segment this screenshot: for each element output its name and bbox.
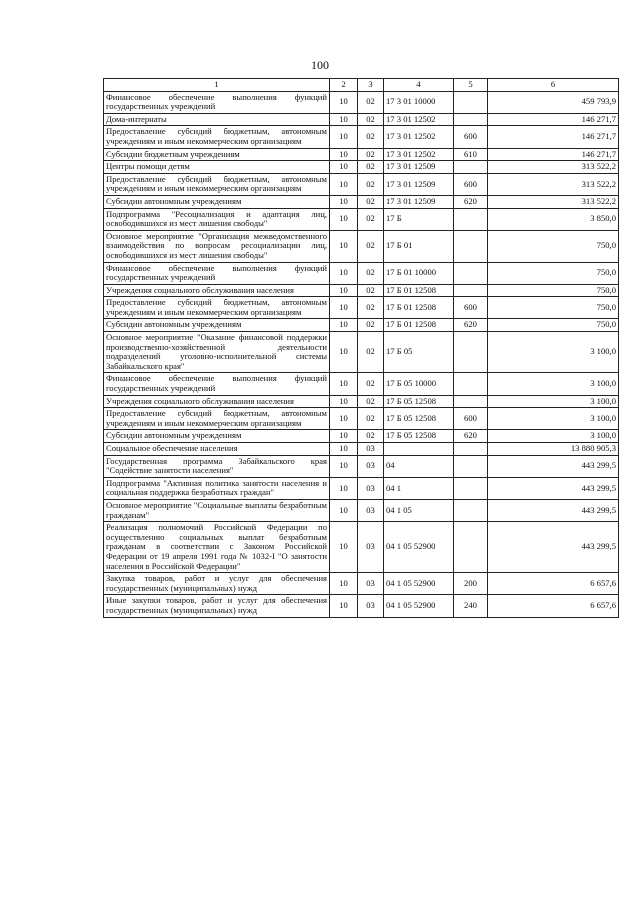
expense-type-cell — [454, 395, 488, 408]
target-article-cell — [384, 443, 454, 456]
expense-type-cell — [454, 113, 488, 126]
section-code-cell: 10 — [330, 408, 358, 430]
subsection-code-cell: 03 — [358, 522, 384, 573]
target-article-cell: 04 1 05 52900 — [384, 522, 454, 573]
expense-type-cell: 200 — [454, 573, 488, 595]
subsection-code-cell: 03 — [358, 595, 384, 617]
target-article-cell: 17 Б 05 12508 — [384, 408, 454, 430]
table-header-row — [104, 79, 619, 92]
section-code-cell: 10 — [330, 284, 358, 297]
section-code-cell: 10 — [330, 161, 358, 174]
amount-cell: 3 100,0 — [488, 332, 619, 373]
table-row — [104, 262, 619, 284]
expense-type-cell — [454, 499, 488, 521]
section-code-cell: 10 — [330, 297, 358, 319]
expense-name-cell: Основное мероприятие "Социальные выплаты безработным гражданам" — [104, 499, 330, 521]
subsection-code-cell: 02 — [358, 230, 384, 262]
section-code-cell: 10 — [330, 332, 358, 373]
section-code-cell: 10 — [330, 113, 358, 126]
target-article-cell: 17 3 01 12502 — [384, 126, 454, 148]
expense-name-cell: Основное мероприятие "Оказание финансовой поддержки производственно-хозяйственной деятельности подразделений уголовно-исполнительной системы Забайкальского края" — [104, 332, 330, 373]
expense-name-cell: Субсидии автономным учреждениям — [104, 195, 330, 208]
subsection-code-cell: 02 — [358, 395, 384, 408]
target-article-cell: 17 Б 01 12508 — [384, 319, 454, 332]
table-body — [104, 91, 619, 617]
subsection-code-cell: 02 — [358, 161, 384, 174]
amount-cell: 3 100,0 — [488, 373, 619, 395]
subsection-code-cell: 02 — [358, 297, 384, 319]
amount-cell: 459 793,9 — [488, 91, 619, 113]
table-row — [104, 297, 619, 319]
target-article-cell: 17 Б 05 12508 — [384, 430, 454, 443]
budget-table — [103, 78, 619, 618]
section-code-cell: 10 — [330, 395, 358, 408]
amount-cell: 313 522,2 — [488, 195, 619, 208]
amount-cell: 750,0 — [488, 284, 619, 297]
page-number: 100 — [311, 58, 329, 72]
expense-name-cell: Центры помощи детям — [104, 161, 330, 174]
table-row — [104, 195, 619, 208]
expense-name-cell: Подпрограмма "Активная политика занятости населения и социальная поддержка безработных граждан" — [104, 477, 330, 499]
expense-name-cell: Подпрограмма "Ресоциализация и адаптация лиц, освободившихся из мест лишения свободы" — [104, 208, 330, 230]
amount-cell: 313 522,2 — [488, 161, 619, 174]
target-article-cell: 17 Б 05 10000 — [384, 373, 454, 395]
table-row — [104, 319, 619, 332]
expense-type-cell — [454, 522, 488, 573]
amount-cell: 750,0 — [488, 230, 619, 262]
subsection-code-cell: 02 — [358, 195, 384, 208]
amount-cell: 313 522,2 — [488, 173, 619, 195]
table-row — [104, 113, 619, 126]
target-article-cell: 04 1 05 52900 — [384, 595, 454, 617]
table-row — [104, 430, 619, 443]
subsection-code-cell: 02 — [358, 332, 384, 373]
section-code-cell: 10 — [330, 319, 358, 332]
expense-name-cell: Закупка товаров, работ и услуг для обеспечения государственных (муниципальных) нужд — [104, 573, 330, 595]
subsection-code-cell: 02 — [358, 148, 384, 161]
expense-name-cell: Государственная программа Забайкальского края "Содействие занятости населения" — [104, 455, 330, 477]
target-article-cell: 17 Б 01 — [384, 230, 454, 262]
section-code-cell: 10 — [330, 430, 358, 443]
subsection-code-cell: 02 — [358, 173, 384, 195]
expense-type-cell — [454, 332, 488, 373]
expense-type-cell — [454, 443, 488, 456]
expense-type-cell: 620 — [454, 319, 488, 332]
table-row — [104, 91, 619, 113]
section-code-cell: 10 — [330, 126, 358, 148]
amount-cell: 6 657,6 — [488, 595, 619, 617]
amount-cell: 3 850,0 — [488, 208, 619, 230]
amount-cell: 443 299,5 — [488, 455, 619, 477]
expense-type-cell — [454, 284, 488, 297]
table-row — [104, 595, 619, 617]
section-code-cell: 10 — [330, 148, 358, 161]
header-col-2: 2 — [330, 79, 358, 92]
section-code-cell: 10 — [330, 499, 358, 521]
section-code-cell: 10 — [330, 573, 358, 595]
target-article-cell: 17 3 01 12509 — [384, 173, 454, 195]
expense-name-cell: Субсидии автономным учреждениям — [104, 430, 330, 443]
expense-type-cell — [454, 262, 488, 284]
expense-type-cell — [454, 161, 488, 174]
expense-name-cell: Предоставление субсидий бюджетным, автономным учреждениям и иным некоммерческим организациям — [104, 126, 330, 148]
section-code-cell: 10 — [330, 373, 358, 395]
expense-name-cell: Субсидии бюджетным учреждениям — [104, 148, 330, 161]
target-article-cell: 17 Б 01 12508 — [384, 284, 454, 297]
expense-type-cell — [454, 208, 488, 230]
subsection-code-cell: 03 — [358, 443, 384, 456]
table-row — [104, 332, 619, 373]
expense-name-cell: Финансовое обеспечение выполнения функций государственных учреждений — [104, 262, 330, 284]
table-row — [104, 443, 619, 456]
target-article-cell: 17 3 01 10000 — [384, 91, 454, 113]
expense-name-cell: Финансовое обеспечение выполнения функций государственных учреждений — [104, 373, 330, 395]
target-article-cell: 17 Б 05 12508 — [384, 395, 454, 408]
section-code-cell: 10 — [330, 208, 358, 230]
target-article-cell: 17 Б 01 10000 — [384, 262, 454, 284]
section-code-cell: 10 — [330, 91, 358, 113]
table-row — [104, 373, 619, 395]
section-code-cell: 10 — [330, 477, 358, 499]
header-col-6: 6 — [488, 79, 619, 92]
table-row — [104, 148, 619, 161]
expense-name-cell: Иные закупки товаров, работ и услуг для обеспечения государственных (муниципальных) нужд — [104, 595, 330, 617]
target-article-cell: 17 3 01 12502 — [384, 113, 454, 126]
expense-name-cell: Учреждения социального обслуживания населения — [104, 284, 330, 297]
expense-name-cell: Основное мероприятие "Организация межведомственного взаимодействия по вопросам ресоциализации лиц, освободившихся из мест лишения свободы" — [104, 230, 330, 262]
expense-name-cell: Финансовое обеспечение выполнения функций государственных учреждений — [104, 91, 330, 113]
subsection-code-cell: 03 — [358, 499, 384, 521]
subsection-code-cell: 02 — [358, 430, 384, 443]
section-code-cell: 10 — [330, 230, 358, 262]
subsection-code-cell: 03 — [358, 455, 384, 477]
expense-type-cell: 600 — [454, 297, 488, 319]
section-code-cell: 10 — [330, 522, 358, 573]
subsection-code-cell: 02 — [358, 319, 384, 332]
target-article-cell: 04 1 — [384, 477, 454, 499]
expense-type-cell: 610 — [454, 148, 488, 161]
amount-cell: 443 299,5 — [488, 477, 619, 499]
expense-name-cell: Предоставление субсидий бюджетным, автономным учреждениям и иным некоммерческим организациям — [104, 297, 330, 319]
table-row — [104, 408, 619, 430]
amount-cell: 3 100,0 — [488, 408, 619, 430]
target-article-cell: 17 Б 01 12508 — [384, 297, 454, 319]
amount-cell: 13 880 905,3 — [488, 443, 619, 456]
expense-type-cell: 600 — [454, 126, 488, 148]
amount-cell: 443 299,5 — [488, 522, 619, 573]
subsection-code-cell: 02 — [358, 113, 384, 126]
expense-name-cell: Реализация полномочий Российской Федерации по осуществлению социальных выплат безработным гражданам в соответствии с Законом Российской Федерации от 19 апреля 1991 года № 1032-I "О занятости населения в Российской Федерации" — [104, 522, 330, 573]
amount-cell: 750,0 — [488, 297, 619, 319]
expense-type-cell — [454, 477, 488, 499]
expense-type-cell: 620 — [454, 195, 488, 208]
amount-cell: 3 100,0 — [488, 430, 619, 443]
amount-cell: 750,0 — [488, 262, 619, 284]
table-row — [104, 455, 619, 477]
expense-name-cell: Учреждения социального обслуживания населения — [104, 395, 330, 408]
table-row — [104, 173, 619, 195]
expense-type-cell — [454, 373, 488, 395]
table-row — [104, 208, 619, 230]
expense-name-cell: Социальное обеспечение населения — [104, 443, 330, 456]
expense-type-cell — [454, 455, 488, 477]
target-article-cell: 04 1 05 52900 — [384, 573, 454, 595]
expense-type-cell — [454, 91, 488, 113]
expense-type-cell — [454, 230, 488, 262]
table-row — [104, 573, 619, 595]
target-article-cell: 17 Б 05 — [384, 332, 454, 373]
target-article-cell: 17 3 01 12502 — [384, 148, 454, 161]
section-code-cell: 10 — [330, 595, 358, 617]
section-code-cell: 10 — [330, 173, 358, 195]
target-article-cell: 04 1 05 — [384, 499, 454, 521]
subsection-code-cell: 03 — [358, 573, 384, 595]
table-row — [104, 126, 619, 148]
subsection-code-cell: 02 — [358, 126, 384, 148]
section-code-cell: 10 — [330, 443, 358, 456]
header-col-1: 1 — [104, 79, 330, 92]
expense-name-cell: Субсидии автономным учреждениям — [104, 319, 330, 332]
amount-cell: 146 271,7 — [488, 126, 619, 148]
section-code-cell: 10 — [330, 455, 358, 477]
table-row — [104, 499, 619, 521]
subsection-code-cell: 02 — [358, 262, 384, 284]
target-article-cell: 17 3 01 12509 — [384, 161, 454, 174]
subsection-code-cell: 02 — [358, 208, 384, 230]
table-row — [104, 284, 619, 297]
expense-name-cell: Дома-интернаты — [104, 113, 330, 126]
table-row — [104, 161, 619, 174]
amount-cell: 3 100,0 — [488, 395, 619, 408]
expense-name-cell: Предоставление субсидий бюджетным, автономным учреждениям и иным некоммерческим организациям — [104, 173, 330, 195]
header-col-3: 3 — [358, 79, 384, 92]
amount-cell: 750,0 — [488, 319, 619, 332]
subsection-code-cell: 02 — [358, 373, 384, 395]
table-row — [104, 522, 619, 573]
expense-name-cell: Предоставление субсидий бюджетным, автономным учреждениям и иным некоммерческим организациям — [104, 408, 330, 430]
table-row — [104, 477, 619, 499]
section-code-cell: 10 — [330, 195, 358, 208]
target-article-cell: 17 3 01 12509 — [384, 195, 454, 208]
section-code-cell: 10 — [330, 262, 358, 284]
expense-type-cell: 620 — [454, 430, 488, 443]
table-row — [104, 230, 619, 262]
header-col-5: 5 — [454, 79, 488, 92]
target-article-cell: 17 Б — [384, 208, 454, 230]
expense-type-cell: 600 — [454, 173, 488, 195]
amount-cell: 6 657,6 — [488, 573, 619, 595]
amount-cell: 146 271,7 — [488, 113, 619, 126]
subsection-code-cell: 02 — [358, 408, 384, 430]
target-article-cell: 04 — [384, 455, 454, 477]
expense-type-cell: 600 — [454, 408, 488, 430]
table-row — [104, 395, 619, 408]
subsection-code-cell: 03 — [358, 477, 384, 499]
header-col-4: 4 — [384, 79, 454, 92]
subsection-code-cell: 02 — [358, 284, 384, 297]
expense-type-cell: 240 — [454, 595, 488, 617]
subsection-code-cell: 02 — [358, 91, 384, 113]
amount-cell: 146 271,7 — [488, 148, 619, 161]
amount-cell: 443 299,5 — [488, 499, 619, 521]
